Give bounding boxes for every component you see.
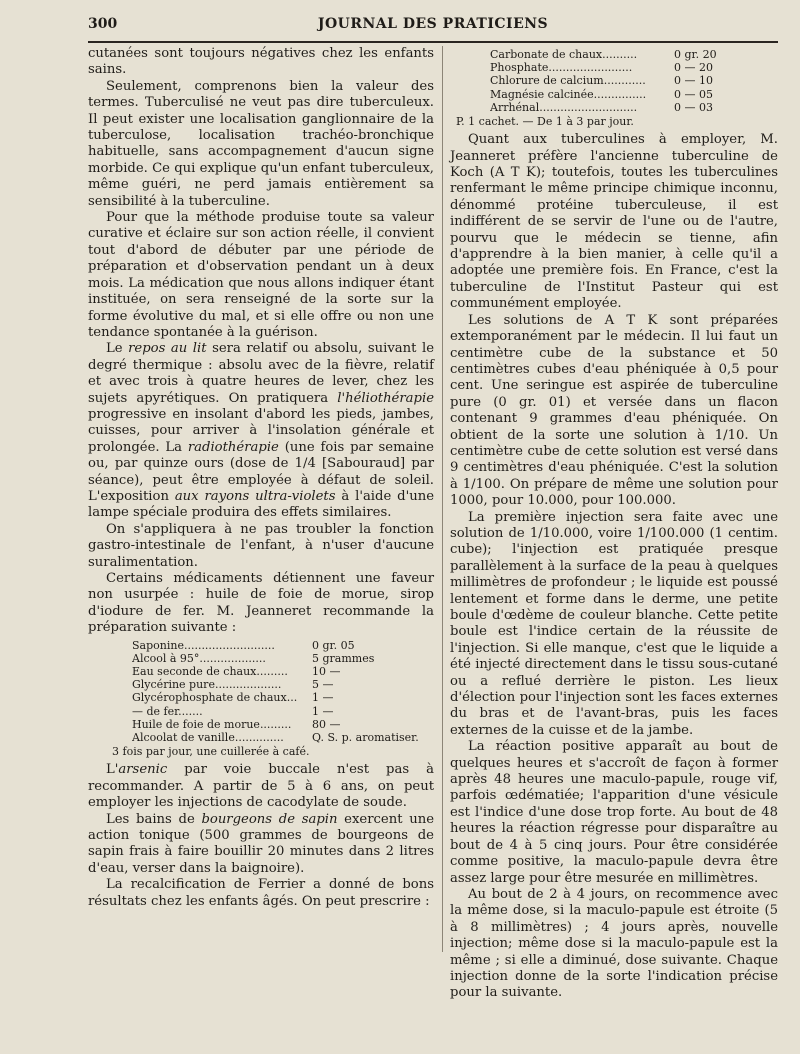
ingredient-name: Huile de foie de morue......... — [132, 717, 292, 731]
prescription-note: 3 fois par jour, une cuillerée à café. — [112, 745, 310, 759]
ingredient-name: Magnésie calcinée............... — [490, 87, 647, 101]
prescription-row — [88, 731, 434, 744]
italic-run: bourgeons de sapin — [201, 811, 338, 827]
paragraph: Les solutions de A T K sont préparées extemporanément par le médecin. Il lui faut un centimètre cube de la substance et 50 centimètres cubes d'eau phéniquée à 0,5 pour cent. Une seringue est aspirée de tuberculine pure (0 gr. 01) et versée dans un flacon contenant 9 grammes d'eau phéniquée. On obtient de la sorte une solution à 1/10. Un centimètre cube de cette solution est versé dans 9 centimètres d'eau phéniquée. C'est la solution à 1/100. On prépare de même une solution pour 1000, pour 10.000, pour 100.000. — [450, 312, 778, 509]
ingredient-qty: 1 — — [312, 704, 334, 718]
paragraph: Pour que la méthode produise toute sa valeur curative et éclaire sur son action réelle, il convient tout d'abord de débuter par une période de préparation et d'observation pendant un à deux mois. La médication que nous allons indiquer étant instituée, on sera renseigné de la sorte sur la forme évolutive du mal, et si elle offre ou non une tendance spontanée à la guérison. — [88, 210, 434, 340]
text-run: par voie buccale n'est pas à recommander. A partir de 5 à 6 ans, on peut employer les injections de cacodylate de soude. — [88, 762, 434, 811]
prescription-row — [88, 665, 434, 678]
ingredient-name: Arrhénal............................ — [490, 100, 638, 114]
ingredient-qty: 0 gr. 20 — [674, 48, 717, 61]
ingredient-name: Alcoolat de vanille.............. — [132, 731, 284, 745]
paragraph: La réaction positive apparaît au bout de quelques heures et s'accroît de façon à former après 48 heures une maculo-papule, rouge vif, parfois œdématiée; l'apparition d'une vésicule est l'indice d'une dose trop forte. Au bout de 48 heures la réaction régresse pour disparaître au bout de 4 à 5 cinq jours. Pour être considérée comme positive, la maculo-papule devra être assez large pour être mesurée en millimètres. — [450, 739, 778, 886]
ingredient-name: Alcool à 95°................... — [132, 651, 266, 665]
prescription-row — [450, 74, 778, 87]
italic-run: radiothérapie — [187, 439, 279, 455]
ingredient-qty: 0 — 20 — [674, 61, 713, 75]
text-run: L' — [106, 762, 119, 778]
prescription-row — [88, 691, 434, 704]
ingredient-qty: 0 — 03 — [674, 100, 713, 114]
ingredient-qty: 80 — — [312, 717, 341, 731]
paragraph: La première injection sera faite avec une solution de 1/10.000, voire 1/100.000 (1 centim. cube); l'injection est pratiquée presque parallèlement à la surface de la peau à quelques millimètres de profondeur ; le liquide est poussé lentement et forme dans le derme, une petite boule d'œdème de couleur blanche. Cette petite boule est l'indice certain de la réussite de l'injection. Si elle manque, c'est que le liquide a été injecté directement dans le tissu sous-cutané ou a reflué derrière le piston. Les lieux d'élection pour l'injection sont les faces externes du bras et de l'avant-bras, puis les faces externes de la cuisse et de la jambe. — [450, 509, 778, 738]
paragraph: Quant aux tuberculines à employer, M. Jeanneret préfère l'ancienne tuberculine de Koch (A T K); toutefois, toutes les tuberculines renfermant le même principe chimique inconnu, dénommé protéine tuberculeuse, il est indifférent de se servir de l'une ou de l'autre, pourvu que le médecin se tienne, afin d'apprendre à la bien manier, à celle qu'il a adoptée une première fois. En France, c'est la tuberculine de l'Institut Pasteur qui est communément employée. — [450, 132, 778, 312]
page-number: 300 — [88, 16, 118, 32]
ingredient-name: Saponine.......................... — [132, 638, 275, 652]
ingredient-name: Phosphate........................ — [490, 61, 633, 75]
italic-run: arsenic — [118, 762, 168, 778]
prescription-list — [88, 639, 434, 745]
ingredient-qty: 5 — — [312, 678, 334, 692]
prescription-note: P. 1 cachet. — De 1 à 3 par jour. — [456, 115, 634, 129]
ingredient-name: Chlorure de calcium............ — [490, 74, 646, 88]
italic-run: repos au lit — [128, 341, 207, 357]
paragraph — [88, 341, 434, 521]
paragraph: Au bout de 2 à 4 jours, on recommence avec la même dose, si la maculo-papule est étroite (5 à 8 millimètres) ; 4 jours après, nouvelle injection; même dose si la maculo-papule est la même ; si elle a diminué, dose suivante. Chaque injection donne de la sorte l'indication précise pour la suivante. — [450, 886, 778, 1001]
paragraph: Certains médicaments détiennent une faveur non usurpée : huile de foie de morue, sirop d'iodure de fer. M. Jeanneret recommande la préparation suivante : — [88, 571, 434, 636]
ingredient-qty: Q. S. p. aromatiser. — [312, 731, 419, 745]
column-separator — [442, 46, 443, 952]
left-column — [88, 46, 434, 910]
prescription-list — [450, 48, 778, 114]
paragraph: La recalcification de Ferrier a donné de bons résultats chez les enfants âgés. On peut prescrire : — [88, 877, 434, 909]
ingredient-name: Eau seconde de chaux......... — [132, 665, 288, 679]
paragraph: cutanées sont toujours négatives chez les enfants sains. — [88, 46, 434, 78]
text-run: à l'aide d'une lampe spéciale produira des effets similaires. — [88, 488, 434, 521]
text-run: exercent une action tonique (500 grammes de bourgeons de sapin frais à faire bouillir 20 minutes dans 2 litres d'eau, verser dans la baignoire). — [88, 811, 434, 876]
ingredient-qty: 0 — 10 — [674, 74, 713, 88]
prescription-row — [88, 652, 434, 665]
paragraph — [88, 812, 434, 878]
prescription-row — [88, 705, 434, 718]
header-rule — [88, 41, 778, 43]
ingredient-qty: 1 — — [312, 691, 334, 705]
ingredient-name: — de fer....... — [132, 704, 203, 718]
paragraph: On s'appliquera à ne pas troubler la fonction gastro-intestinale de l'enfant, à n'user d'aucune suralimentation. — [88, 521, 434, 570]
ingredient-qty: 5 grammes — [312, 651, 375, 665]
text-run: Le — [106, 341, 129, 357]
prescription-row — [450, 48, 778, 61]
prescription-row — [450, 61, 778, 74]
ingredient-name: Carbonate de chaux.......... — [490, 48, 638, 61]
ingredient-name: Glycérophosphate de chaux... — [132, 691, 298, 705]
prescription-row — [88, 639, 434, 652]
paragraph: Seulement, comprenons bien la valeur des termes. Tuberculisé ne veut pas dire tuberculeux. Il peut exister une localisation ganglionnaire de la tuberculose, localisation trachéo-bronchique habituelle, sans accompagnement d'aucun signe morbide. Ce qui explique qu'un enfant tuberculeux, même guéri, ne perd jamais entièrement sa sensibilité à la tuberculine. — [88, 78, 434, 209]
italic-run: l'héliothérapie — [337, 390, 434, 406]
text-run: progressive en insolant d'abord les pieds, jambes, cuisses, pour arriver à l'insolation générale et prolongée. La — [88, 406, 434, 455]
right-column — [450, 46, 778, 1002]
prescription-row — [88, 718, 434, 731]
text-run: (une fois par semaine ou, par quinze ours (dose de 1/4 [Sabouraud] par séance), peut être employée à défaut de soleil. L'exposition — [88, 439, 434, 504]
ingredient-qty: 0 gr. 05 — [312, 638, 355, 652]
paragraph — [88, 762, 434, 811]
ingredient-qty: 10 — — [312, 665, 341, 679]
text-run: Les bains de — [106, 811, 202, 827]
ingredient-qty: 0 — 05 — [674, 87, 713, 101]
prescription-row — [450, 88, 778, 101]
ingredient-name: Glycérine pure................... — [132, 678, 282, 692]
journal-title: JOURNAL DES PRATICIENS — [317, 16, 549, 32]
prescription-row — [88, 678, 434, 691]
italic-run: aux rayons ultra-violets — [174, 488, 336, 504]
text-run: sera relatif ou absolu, suivant le degré thermique : absolu avec de la fièvre, relatif et avec trois à quatre heures de lever, chez les sujets apyrétiques. On pratiquera — [88, 341, 435, 406]
prescription-row — [450, 101, 778, 114]
page-header — [88, 16, 778, 38]
